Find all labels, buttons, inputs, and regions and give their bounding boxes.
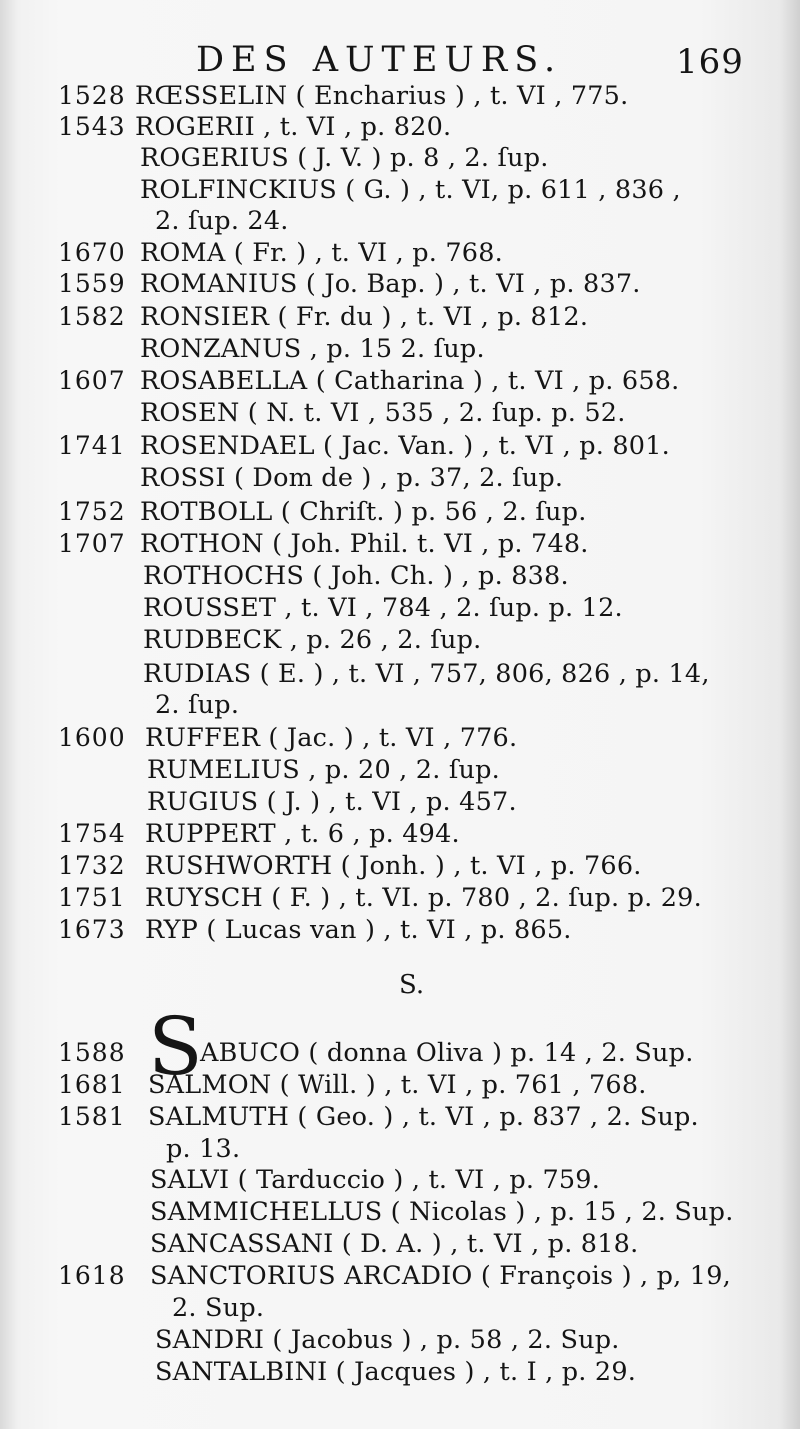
entry-text: RUSHWORTH ( Jonh. ) , t. VI , p. 766.	[145, 851, 642, 881]
entry-text: ROSENDAEL ( Jac. Van. ) , t. VI , p. 801.	[140, 431, 670, 461]
index-entry	[0, 80, 800, 112]
entry-year: 1732	[58, 851, 126, 880]
index-entry	[0, 818, 800, 850]
entry-text: RŒSSELIN ( Encharius ) , t. VI , 775.	[135, 81, 629, 111]
index-entry	[0, 333, 800, 365]
index-entry	[0, 1228, 800, 1260]
entry-year: 1582	[58, 302, 126, 331]
entry-year: 1670	[58, 238, 126, 267]
entry-year: 1559	[58, 269, 126, 298]
index-entry	[0, 624, 800, 656]
index-entry	[0, 1260, 800, 1292]
entry-text: RUFFER ( Jac. ) , t. VI , 776.	[145, 723, 518, 753]
index-entry	[0, 914, 800, 946]
entry-year: 1681	[58, 1070, 126, 1099]
entry-text: ROTBOLL ( Chriſt. ) p. 56 , 2. ſup.	[140, 497, 587, 527]
entry-text: ROMA ( Fr. ) , t. VI , p. 768.	[140, 238, 503, 268]
page-number: 169	[676, 42, 744, 82]
index-entry-continuation	[0, 689, 800, 721]
index-entry	[0, 658, 800, 690]
page-header-title: DES AUTEURS.	[196, 40, 563, 80]
index-entry	[0, 430, 800, 462]
entry-text: ROMANIUS ( Jo. Bap. ) , t. VI , p. 837.	[140, 269, 641, 299]
entry-text: RYP ( Lucas van ) , t. VI , p. 865.	[145, 915, 572, 945]
index-entry	[0, 786, 800, 818]
entry-text: RUMELIUS , p. 20 , 2. ſup.	[147, 755, 500, 785]
entry-text: RUDIAS ( E. ) , t. VI , 757, 806, 826 , p. 14,	[143, 659, 710, 689]
index-entry	[0, 1069, 800, 1101]
index-entry	[0, 560, 800, 592]
entry-text: SALMUTH ( Geo. ) , t. VI , p. 837 , 2. Sup.	[148, 1102, 699, 1132]
index-entry	[0, 111, 800, 143]
entry-text: 2. Sup.	[172, 1293, 265, 1323]
entry-text: ABUCO ( donna Oliva ) p. 14 , 2. Sup.	[200, 1038, 694, 1068]
index-entry	[0, 592, 800, 624]
index-entry	[0, 1356, 800, 1388]
index-entry-continuation	[0, 1292, 800, 1324]
index-entry	[0, 1196, 800, 1228]
entry-text: ROGERII , t. VI , p. 820.	[135, 112, 452, 142]
index-entry	[0, 397, 800, 429]
index-entry	[0, 1164, 800, 1196]
entry-text: ROSSI ( Dom de ) , p. 37, 2. ſup.	[140, 463, 564, 493]
entry-text: SANDRI ( Jacobus ) , p. 58 , 2. Sup.	[155, 1325, 620, 1355]
entry-text: SANCASSANI ( D. A. ) , t. VI , p. 818.	[150, 1229, 639, 1259]
entry-text: RUDBECK , p. 26 , 2. ſup.	[143, 625, 482, 655]
entry-year: 1528	[58, 81, 126, 110]
entry-text: SALVI ( Tarduccio ) , t. VI , p. 759.	[150, 1165, 601, 1195]
entry-year: 1581	[58, 1102, 126, 1131]
entry-text: RUPPERT , t. 6 , p. 494.	[145, 819, 460, 849]
entry-text: RONSIER ( Fr. du ) , t. VI , p. 812.	[140, 302, 589, 332]
section-heading: S.	[399, 970, 425, 1000]
entry-text: RONZANUS , p. 15 2. ſup.	[140, 334, 485, 364]
entry-text: ROGERIUS ( J. V. ) p. 8 , 2. ſup.	[140, 143, 549, 173]
entry-year: 1752	[58, 497, 126, 526]
index-entry	[0, 882, 800, 914]
entry-year: 1600	[58, 723, 126, 752]
index-entry	[0, 174, 800, 206]
entry-text: p. 13.	[166, 1134, 241, 1164]
index-entry	[0, 496, 800, 528]
entry-text: ROTHON ( Joh. Phil. t. VI , p. 748.	[140, 529, 589, 559]
drop-cap-letter: S	[148, 1000, 203, 1093]
entry-text: ROSEN ( N. t. VI , 535 , 2. ſup. p. 52.	[140, 398, 626, 428]
index-entry	[0, 528, 800, 560]
entry-text: SANTALBINI ( Jacques ) , t. I , p. 29.	[155, 1357, 637, 1387]
entry-year: 1673	[58, 915, 126, 944]
entry-year: 1741	[58, 431, 126, 460]
entry-year: 1754	[58, 819, 126, 848]
index-entry-continuation	[0, 1133, 800, 1165]
index-entry	[0, 1037, 800, 1069]
entry-year: 1751	[58, 883, 126, 912]
entry-text: 2. ſup.	[155, 690, 240, 720]
index-entry	[0, 850, 800, 882]
index-entry-continuation	[0, 205, 800, 237]
entry-text: SALMON ( Will. ) , t. VI , p. 761 , 768.	[148, 1070, 647, 1100]
entry-text: SANCTORIUS ARCADIO ( François ) , p, 19,	[150, 1261, 731, 1291]
entry-year: 1588	[58, 1038, 126, 1067]
index-entry	[0, 268, 800, 300]
index-entry	[0, 1101, 800, 1133]
entry-year: 1618	[58, 1261, 126, 1290]
entry-text: ROTHOCHS ( Joh. Ch. ) , p. 838.	[143, 561, 569, 591]
index-entry	[0, 462, 800, 494]
index-entry	[0, 722, 800, 754]
entry-text: ROUSSET , t. VI , 784 , 2. ſup. p. 12.	[143, 593, 623, 623]
entry-text: 2. ſup. 24.	[155, 206, 289, 236]
index-entry	[0, 237, 800, 269]
entry-year: 1543	[58, 112, 126, 141]
index-entry	[0, 754, 800, 786]
index-entry	[0, 142, 800, 174]
index-entry	[0, 1324, 800, 1356]
entry-year: 1707	[58, 529, 126, 558]
index-entry	[0, 365, 800, 397]
entry-year: 1607	[58, 366, 126, 395]
entry-text: RUYSCH ( F. ) , t. VI. p. 780 , 2. ſup. p. 29.	[145, 883, 702, 913]
entry-text: RUGIUS ( J. ) , t. VI , p. 457.	[147, 787, 517, 817]
entry-text: ROLFINCKIUS ( G. ) , t. VI, p. 611 , 836 ,	[140, 175, 681, 205]
entry-text: SAMMICHELLUS ( Nicolas ) , p. 15 , 2. Sup.	[150, 1197, 734, 1227]
index-entry	[0, 301, 800, 333]
entry-text: ROSABELLA ( Catharina ) , t. VI , p. 658.	[140, 366, 680, 396]
